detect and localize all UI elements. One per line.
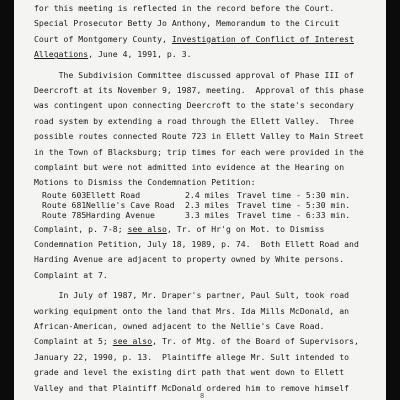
route-table <box>42 190 368 220</box>
text-line: Complaint at 7. <box>34 269 108 280</box>
text-line: complaint but were not admitted into evidence at the Hearing on <box>34 161 345 172</box>
route-number: Route 785 <box>42 209 87 220</box>
route-time: Travel time - 6:33 min. <box>237 209 351 220</box>
route-miles: 2.4 miles <box>185 189 230 200</box>
citation-title: Allegations <box>34 49 89 60</box>
route-time: Travel time - 5:30 min. <box>237 189 351 200</box>
text-line: grade and level the existing dirt path that went down to Ellett <box>34 367 345 378</box>
text-line <box>34 47 368 62</box>
text-run: Complaint, p. 7-8; <box>34 223 128 234</box>
citation-title: Investigation of Conflict of Interest <box>171 33 354 44</box>
text-run: Court of Montgomery County, <box>34 33 172 44</box>
route-number: Route 681 <box>42 199 87 210</box>
text-line: The Subdivision Committee discussed approval of Phase III of <box>34 69 354 80</box>
text-line: working equipment onto the land that Mrs. Ida Mills McDonald, an <box>34 305 350 316</box>
text-line: African-American, owned adjacent to the Nellie's Cave Road. <box>34 321 325 332</box>
route-miles: 2.3 miles <box>185 199 230 210</box>
text-line: for this meeting is reflected in the record before the Court. <box>34 3 335 13</box>
text-line: was contingent upon connecting Deercroft to the state's secondary <box>34 100 354 111</box>
text-line <box>34 222 368 237</box>
route-number: Route 603 <box>42 189 87 200</box>
text-run: , Tr. of Hr'g on Mot. to Dismiss <box>166 223 325 234</box>
signal-see-also: see also <box>127 223 167 234</box>
route-miles: 3.3 miles <box>185 209 230 220</box>
text-run: , Tr. of Mtg. of the Board of Supervisors, <box>152 336 359 347</box>
text-line: Harding Avenue are adjacent to property owned by White persons. <box>34 254 345 265</box>
route-name: Nellie's Cave Road <box>86 199 175 210</box>
text-line: Deercroft at its November 9, 1987, meeting. Approval of this phase <box>34 84 364 95</box>
document-body <box>34 1 368 396</box>
signal-see-also: see also <box>112 336 153 347</box>
text-line: Valley and that Plaintiff McDonald ordered him to remove himself <box>34 382 350 393</box>
page-number: 8 <box>200 392 205 400</box>
route-row <box>42 210 368 220</box>
route-row <box>42 190 368 200</box>
text-run: Complaint at 5; <box>34 336 113 347</box>
text-line: January 22, 1990, p. 13. Plaintiffe allege Mr. Sult intended to <box>34 351 350 362</box>
text-line: Condemnation Petition, July 18, 1989, p. 74. Both Ellett Road and <box>34 239 359 250</box>
text-line <box>34 334 368 349</box>
route-name: Ellett Road <box>86 189 141 200</box>
document-page <box>14 0 386 400</box>
text-line: road system by extending a road through the Ellett Valley. Three <box>34 115 354 126</box>
text-line <box>34 32 368 47</box>
text-line: In July of 1987, Mr. Draper's partner, Paul Sult, took road <box>34 290 350 301</box>
text-line: Special Prosecutor Betty Jo Anthony, Memorandum to the Circuit <box>34 18 340 29</box>
text-line: in the Town of Blacksburg; trip times for each were provided in the <box>34 146 364 157</box>
text-line: possible routes connected Route 723 in Ellett Valley to Main Street <box>34 131 364 142</box>
route-time: Travel time - 5:30 min. <box>237 199 351 210</box>
text-line: Motions to Dismiss the Condemnation Petition: <box>34 177 256 188</box>
route-row <box>42 200 368 210</box>
route-name: Harding Avenue <box>86 209 155 220</box>
text-run: , June 4, 1991, p. 3. <box>88 49 192 60</box>
